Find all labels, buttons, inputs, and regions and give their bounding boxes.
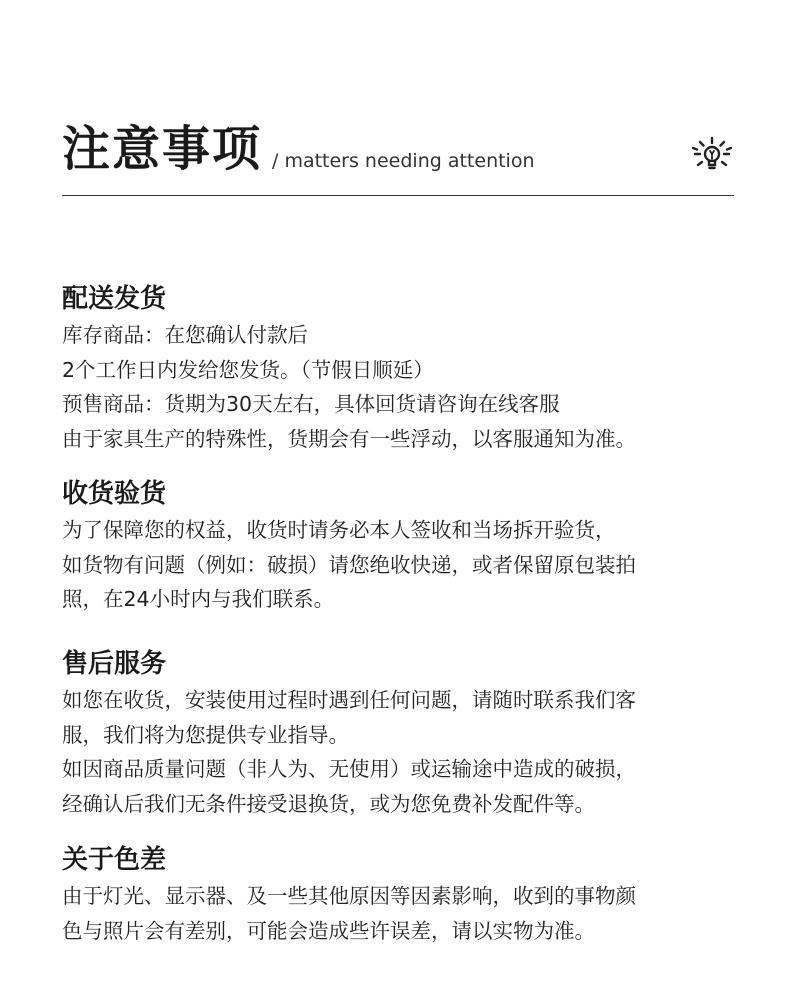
section-line: 预售商品：货期为30天左右，具体回货请咨询在线客服 xyxy=(62,392,560,416)
section-line: 如您在收货，安装使用过程时遇到任何问题，请随时联系我们客 xyxy=(62,688,636,712)
section-line: 经确认后我们无条件接受退换货，或为您免费补发配件等。 xyxy=(62,791,595,816)
section-line: 照，在24小时内与我们联系。 xyxy=(62,587,335,611)
header-divider xyxy=(62,195,734,196)
section-line: 色与照片会有差别，可能会造成些许误差，请以实物为准。 xyxy=(62,918,595,943)
section-title: 售后服务 xyxy=(62,649,167,679)
section-title: 关于色差 xyxy=(62,845,167,875)
section-line: 2个工作日内发给您发货。（节假日顺延） xyxy=(62,357,434,382)
section-title: 配送发货 xyxy=(62,284,167,314)
section-line: 由于家具生产的特殊性，货期会有一些浮动，以客服通知为准。 xyxy=(62,426,636,451)
section-line: 库存商品：在您确认付款后 xyxy=(62,323,308,347)
section-line: 为了保障您的权益，收货时请务必本人签收和当场拆开验货， xyxy=(62,518,616,542)
page-title: 注意事项 xyxy=(62,121,263,177)
section-line: 如因商品质量问题（非人为、无使用）或运输途中造成的破损， xyxy=(62,757,636,781)
lightbulb-icon xyxy=(690,134,734,178)
section-line: 由于灯光、显示器、及一些其他原因等因素影响，收到的事物颜 xyxy=(62,884,636,908)
page-header xyxy=(62,118,734,196)
section-shipping xyxy=(62,282,742,456)
section-after-sales xyxy=(62,647,742,821)
section-inspection xyxy=(62,477,742,617)
section-line: 如货物有问题（例如：破损）请您绝收快递，或者保留原包装拍 xyxy=(62,552,636,577)
page-subtitle: / matters needing attention xyxy=(272,150,535,172)
section-title: 收货验货 xyxy=(62,479,167,509)
section-line: 服，我们将为您提供专业指导。 xyxy=(62,722,349,747)
section-color-difference xyxy=(62,843,742,948)
